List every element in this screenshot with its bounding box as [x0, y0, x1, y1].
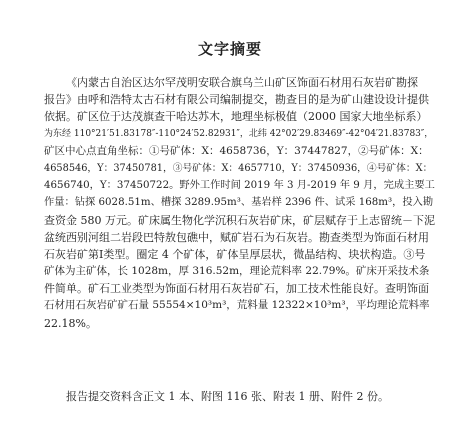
summary-line: 4656740，Y：37450722。野外工作时间 2019 年 3 月-2019 年 9 月，完成主要工	[44, 179, 435, 192]
summary-line: 盆统西别河组二岩段巴特敖包礁中，赋矿岩石为石灰岩。勘查类型为饰面石材用	[44, 230, 429, 244]
summary-line: 石灰岩矿第Ⅰ类型。圈定 4 个矿体，矿体呈厚层状，微晶结构、块状构造。③号	[44, 247, 426, 261]
summary-line: 查资金 580 万元。矿床属生物化学沉积石灰岩矿床，矿层赋存于上志留统－下泥	[44, 213, 435, 227]
summary-line-text: 《内蒙古自治区达尔罕茂明安联合旗乌兰山矿区饰面石材用石灰岩矿勘探	[66, 76, 418, 89]
summary-line: 件简单。矿石工业类型为饰面石材用石灰岩矿石，加工技术性能良好。查明饰面	[44, 282, 429, 296]
summary-line: 为东经 110°21′51.83178″-110°24′52.82931″，北纬 42°02′29.83469″-42°04′21.83783″，	[44, 128, 434, 139]
summary-line: 石材用石灰岩矿矿石量 55554×10³m³，荒料量 12322×10³m³，平均理论荒料率	[44, 299, 430, 312]
summary-body	[44, 74, 436, 332]
summary-line: 矿区中心点直角坐标：①号矿体：X：4658736，Y：37447827，②号矿体：X：	[44, 144, 429, 157]
summary-line: 报告》由呼和浩特太古石材有限公司编制提交，勘查目的是为矿山建设设计提供	[44, 93, 429, 107]
summary-line	[44, 74, 436, 91]
page-title: 文字摘要	[197, 40, 262, 58]
summary-line: 矿体为主矿体，长 1028m，厚 316.52m，理论荒料率 22.79%。矿床开采技术条	[44, 265, 430, 278]
summary-line: 依据。矿区位于达茂旗查干哈达苏木，地理坐标极值（2000 国家大地坐标系）	[44, 110, 428, 124]
submission-note: 报告提交资料含正文 1 本、附图 116 张、附表 1 册、附件 2 份。	[66, 390, 389, 403]
summary-line: 22.18%。	[44, 316, 97, 330]
summary-line: 作量：钻探 6028.51m、槽探 3289.95m³、基岩样 2396 件、试采 168m³，投入勘	[44, 196, 434, 209]
summary-line: 4658546，Y：37450781，③号矿体：X：4657710，Y：37450936，④号矿体：X：	[44, 162, 433, 174]
